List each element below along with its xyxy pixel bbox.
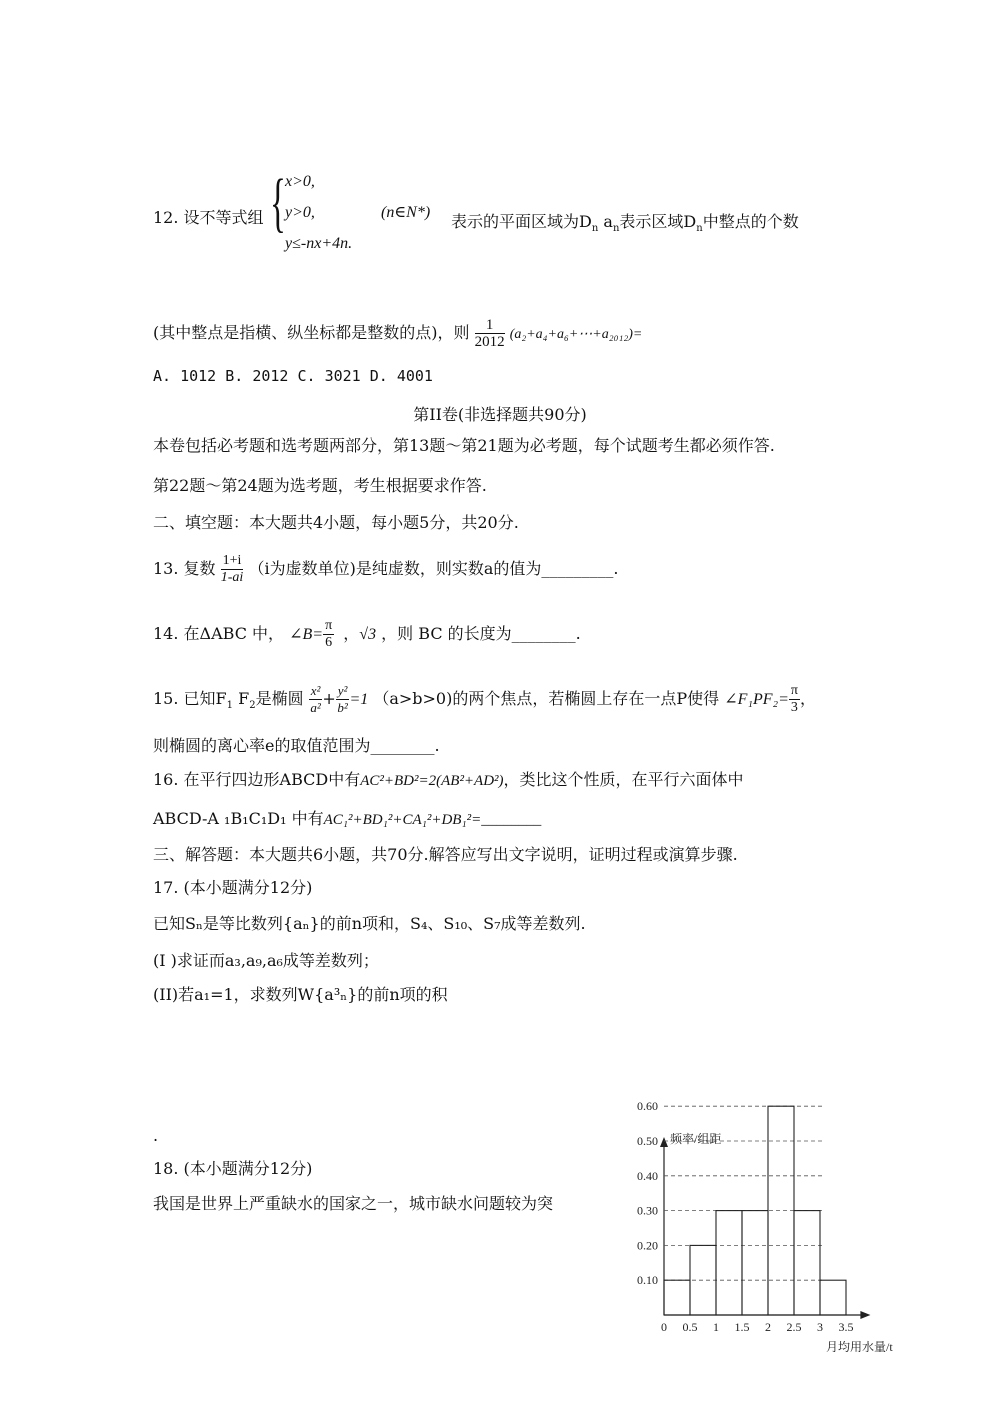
x-tick-label: 3.5 [838, 1320, 854, 1334]
q14: 14. 在ΔABC 中， ∠B= $\frac{\pi}{6}$ ，√3 ，则 BC 的长度为________. [153, 618, 581, 650]
q16: 16. 在平行四边形ABCD中有AC²+BD²=2(AB²+AD²)，类比这个性质，在平行六面体中 [153, 770, 744, 789]
histogram-bar [742, 1211, 768, 1315]
section-2-intro-1: 本卷包括必考题和选考题两部分，第13题〜第21题为必考题，每个试题考生都必须作答. [153, 436, 775, 455]
section-2-title: 第II卷(非选择题共90分) [413, 405, 587, 424]
y-tick-label: 0.30 [637, 1203, 658, 1218]
section-2-intro-2: 第22题〜第24题为选考题，考生根据要求作答. [153, 476, 487, 495]
y-tick-label: 0.60 [637, 1099, 658, 1114]
system-brace: { [270, 166, 286, 239]
x-tick-label: 2 [765, 1320, 771, 1334]
y-tick-label: 0.10 [637, 1273, 658, 1288]
q12-label: 12. 设不等式组 [153, 208, 264, 227]
q13: 13. 复数 $\frac{1+i}{1-ai}$ （i为虚数单位)是纯虚数，则实数a的值为_________. [153, 553, 619, 585]
x-tick-label: 1 [713, 1320, 719, 1334]
q12-tail: 表示的平面区域为$D_n$ $a_n$表示区域$D_n$中整点的个数 [451, 212, 799, 235]
q17-part-1: (I )求证而a₃,a₉,a₆成等差数列； [153, 951, 379, 970]
histogram-bar [768, 1106, 794, 1315]
fill-in-title: 二、填空题：本大题共4小题，每小题5分，共20分. [153, 513, 519, 532]
x-tick-label: 1.5 [734, 1320, 750, 1334]
q15: 15. 已知$F_1$ $F_2$是椭圆 $\frac{\text{x²}}{\text{a²}}$ + $\frac{\text{y²}}{\text{b²}}$ =1 （a>b>0)的两个焦点，若椭圆上存在一点P使得 ∠F₁PF₂= $\frac{\pi}{3}$ ， [153, 683, 816, 715]
q12-options: A. 1012 B. 2012 C. 3021 D. 4001 [153, 367, 433, 385]
y-axis-arrow [660, 1137, 668, 1147]
histogram-bar [716, 1211, 742, 1315]
x-tick-label: 0.5 [682, 1320, 698, 1334]
histogram-bar [820, 1280, 846, 1315]
x-tick-label: 3 [817, 1320, 823, 1334]
x-tick-label: 2.5 [786, 1320, 802, 1334]
histogram-bar [664, 1280, 690, 1315]
system-line-1: x>0, [285, 173, 315, 190]
q12-line-2: (其中整点是指横、纵坐标都是整数的点)，则 $\frac{1}{2012}$ (a₂+a₄+a₆+⋯+a₂₀₁₂)= [153, 317, 643, 350]
y-tick-label: 0.20 [637, 1238, 658, 1253]
x-tick-label: 0 [661, 1320, 667, 1334]
y-tick-label: 0.40 [637, 1168, 658, 1183]
q18-header: 18. (本小题满分12分) [153, 1159, 313, 1178]
q15-line-2: 则椭圆的离心率e的取值范围为________. [153, 736, 440, 755]
y-axis-label: 频率/组距 [670, 1132, 722, 1146]
q16-line-2: ABCD-A ₁B₁C₁D₁ 中有AC₁²+BD₁²+CA₁²+DB₁²=________ [153, 809, 542, 828]
section-3-title: 三、解答题：本大题共6小题，共70分.解答应写出文字说明，证明过程或演算步骤. [153, 845, 738, 864]
x-axis-label: 月均用水量/t [826, 1340, 893, 1354]
q18-line-1: 我国是世界上严重缺水的国家之一，城市缺水问题较为突 [153, 1194, 554, 1213]
system-line-2: y>0, [285, 204, 315, 221]
q17-part-2: (II)若a₁=1，求数列W{a³ₙ}的前n项的积 [153, 985, 448, 1004]
stray-dot: . [153, 1126, 159, 1145]
histogram-chart [620, 1099, 920, 1365]
histogram-bar [690, 1245, 716, 1315]
q17-line-1: 已知Sₙ是等比数列{aₙ}的前n项和，S₄、S₁₀、S₇成等差数列. [153, 914, 586, 933]
x-axis-arrow [860, 1311, 870, 1319]
y-tick-label: 0.50 [637, 1134, 658, 1148]
system-line-3: y≤-nx+4n. [285, 235, 353, 252]
q17-header: 17. (本小题满分12分) [153, 878, 313, 897]
n-condition: (n∈N*) [381, 204, 431, 221]
histogram-bar [794, 1211, 820, 1315]
